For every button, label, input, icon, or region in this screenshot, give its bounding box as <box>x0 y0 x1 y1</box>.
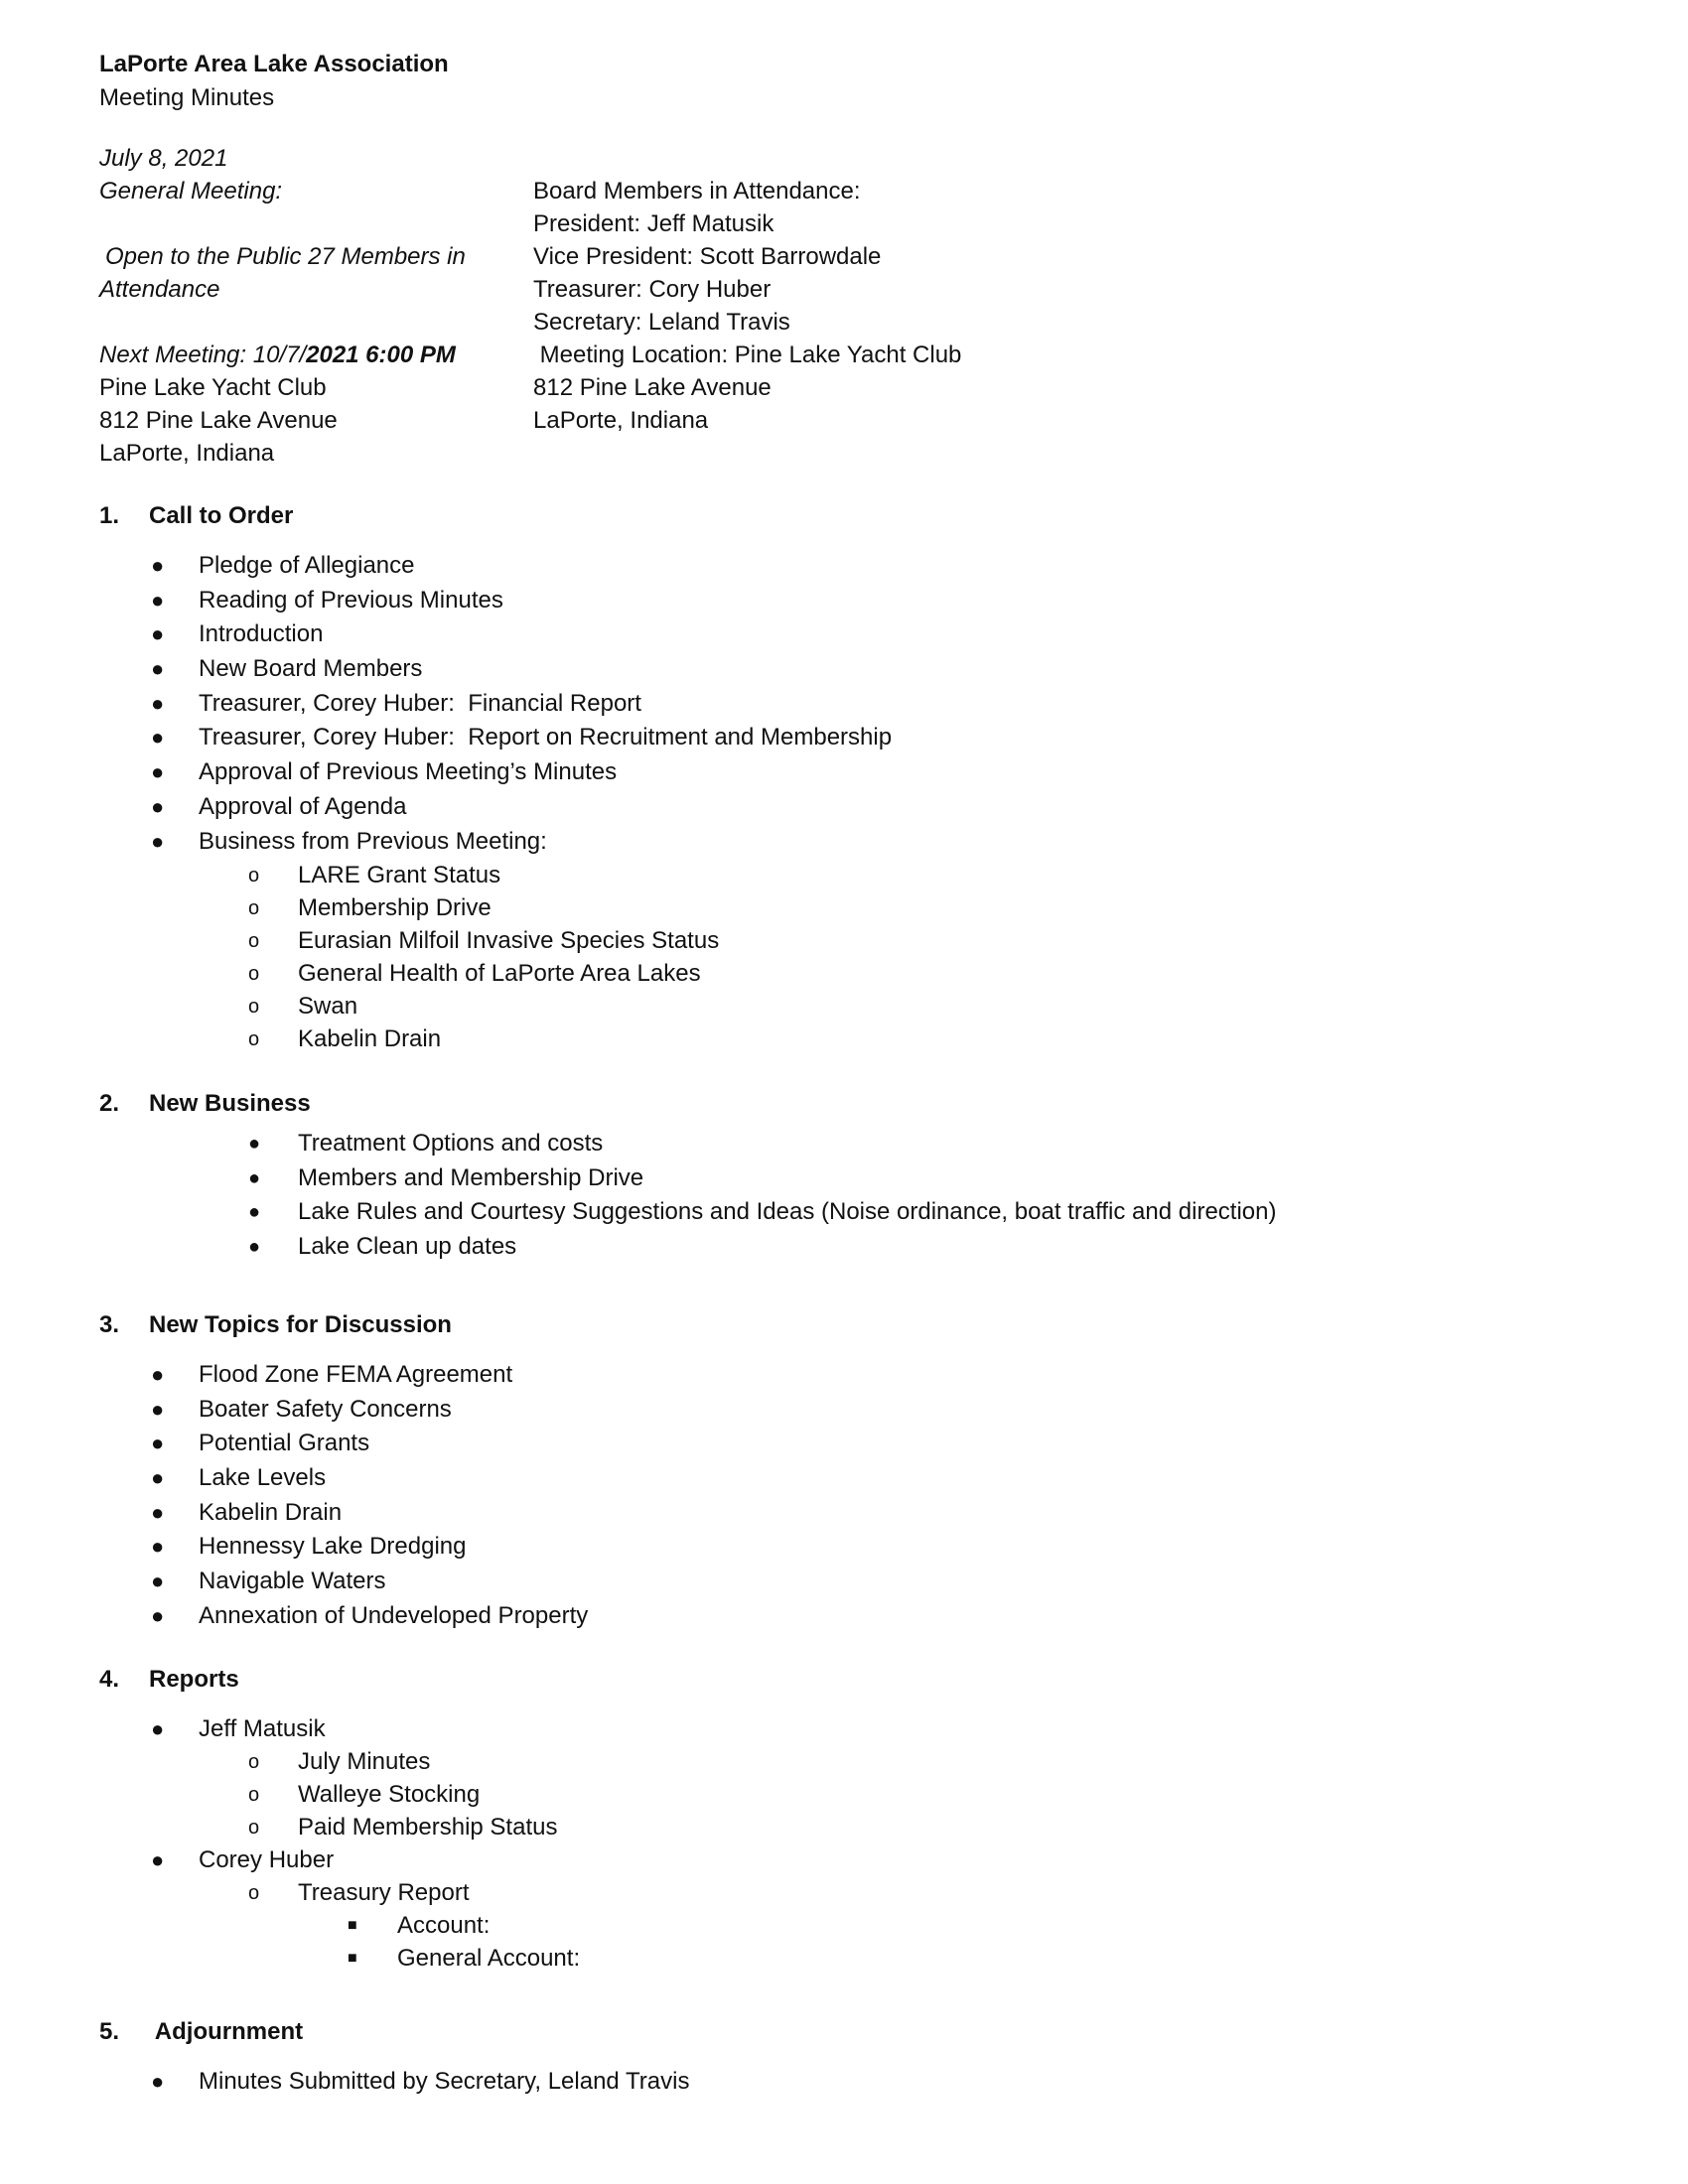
bullet-list <box>99 1712 580 1975</box>
list-item-text: Boater Safety Concerns <box>199 1395 452 1423</box>
location-address: 812 Pine Lake Avenue <box>533 374 772 401</box>
section-heading <box>99 1308 588 1342</box>
sub-list-item <box>99 924 892 957</box>
bullet-icon: ● <box>151 621 165 647</box>
next-meeting-time: 2021 6:00 PM <box>306 341 456 368</box>
list-item <box>99 825 892 860</box>
list-item-text: Lake Rules and Courtesy Suggestions and Ideas (Noise ordinance, boat traffic and direction) <box>298 1198 1277 1226</box>
circle-bullet-icon: o <box>248 865 260 887</box>
board-members-column <box>533 175 1129 437</box>
attendance-line-1: Open to the Public 27 Members in <box>105 243 466 270</box>
section-heading <box>99 2015 689 2049</box>
list-item-text: Kabelin Drain <box>298 1025 442 1053</box>
bullet-icon: ● <box>151 725 165 751</box>
list-item-text: Treasury Report <box>298 1879 470 1906</box>
section-number: 3. <box>99 1311 120 1338</box>
board-heading: Board Members in Attendance: <box>533 178 861 205</box>
next-meeting-label: Next Meeting: 10/7/ <box>99 341 307 368</box>
board-treasurer: Treasurer: Cory Huber <box>533 276 772 303</box>
bullet-icon: ● <box>151 690 165 716</box>
sub-list-item <box>99 859 892 891</box>
bullet-icon: ● <box>151 1396 165 1422</box>
meeting-type: General Meeting: <box>99 178 283 205</box>
section-heading <box>99 1663 580 1697</box>
circle-bullet-icon: o <box>248 1882 260 1904</box>
square-bullet-icon: ■ <box>348 1950 357 1967</box>
bullet-icon: ● <box>151 1602 165 1628</box>
list-item-text: Lake Clean up dates <box>298 1233 517 1261</box>
bullet-icon: ● <box>151 656 165 682</box>
bullet-icon: ● <box>248 1133 261 1155</box>
list-item-text: Lake Levels <box>199 1464 327 1492</box>
list-item <box>99 1530 588 1565</box>
list-item <box>99 549 892 584</box>
bullet-icon: ● <box>151 828 165 854</box>
list-item-text: Approval of Previous Meeting’s Minutes <box>199 758 618 786</box>
section-title: New Topics for Discussion <box>149 1311 452 1338</box>
meeting-info-column <box>99 175 506 470</box>
section-number: 4. <box>99 1666 120 1693</box>
bullet-icon: ● <box>151 759 165 785</box>
circle-bullet-icon: o <box>248 1028 260 1051</box>
bullet-icon: ● <box>151 793 165 819</box>
list-item-text: Jeff Matusik <box>199 1715 326 1742</box>
section-call-to-order <box>99 499 892 1055</box>
attendance-line-2: Attendance <box>99 276 220 303</box>
list-item-text: Pledge of Allegiance <box>199 552 415 579</box>
list-item-text: LARE Grant Status <box>298 862 501 889</box>
board-secretary: Secretary: Leland Travis <box>533 309 790 336</box>
square-bullet-icon: ■ <box>348 1917 357 1934</box>
section-number: 5. <box>99 2018 120 2045</box>
list-item <box>99 1427 588 1461</box>
bullet-icon: ● <box>151 1569 165 1594</box>
list-item <box>99 1127 1276 1161</box>
list-item <box>99 1496 588 1531</box>
list-item-text: Navigable Waters <box>199 1568 386 1595</box>
bullet-icon: ● <box>248 1201 261 1224</box>
list-item-text: Potential Grants <box>199 1430 370 1457</box>
spacer <box>99 306 506 339</box>
list-item-text: Introduction <box>199 620 324 648</box>
list-item <box>99 721 892 755</box>
sub-list-item <box>99 1778 580 1811</box>
sub-list-item <box>99 1811 580 1843</box>
list-item-text: Account: <box>397 1912 491 1939</box>
list-item-text: Treasurer, Corey Huber: Report on Recruitment and Membership <box>199 724 893 751</box>
list-item <box>99 1712 580 1745</box>
list-item <box>99 1161 1276 1196</box>
bullet-icon: ● <box>151 1847 165 1872</box>
list-item-text: Paid Membership Status <box>298 1814 558 1841</box>
venue-city: LaPorte, Indiana <box>99 440 275 467</box>
bullet-icon: ● <box>151 2069 165 2094</box>
spacer <box>99 207 506 240</box>
meeting-date: July 8, 2021 <box>99 145 228 172</box>
list-item-text: Members and Membership Drive <box>298 1163 644 1191</box>
section-number: 1. <box>99 502 120 529</box>
list-item-text: Hennessy Lake Dredging <box>199 1533 467 1561</box>
bullet-icon: ● <box>151 1499 165 1525</box>
sub-sub-list-item <box>99 1942 580 1975</box>
list-item-text: Membership Drive <box>298 894 492 922</box>
circle-bullet-icon: o <box>248 930 260 953</box>
list-item-text: New Board Members <box>199 655 423 683</box>
list-item <box>99 790 892 825</box>
bullet-list <box>99 1358 588 1634</box>
list-item-text: Swan <box>298 993 358 1021</box>
list-item <box>99 584 892 618</box>
circle-bullet-icon: o <box>248 963 260 986</box>
bullet-list <box>99 549 892 1055</box>
list-item-text: Annexation of Undeveloped Property <box>199 1601 589 1629</box>
bullet-icon: ● <box>151 553 165 578</box>
document-type: Meeting Minutes <box>99 84 275 111</box>
circle-bullet-icon: o <box>248 1784 260 1806</box>
list-item <box>99 1358 588 1393</box>
section-new-business <box>99 1087 1276 1265</box>
list-item <box>99 1599 588 1634</box>
bullet-icon: ● <box>151 1362 165 1387</box>
bullet-list <box>99 1127 1276 1265</box>
location-city: LaPorte, Indiana <box>533 407 709 434</box>
list-item <box>99 755 892 790</box>
section-adjournment <box>99 2015 689 2100</box>
circle-bullet-icon: o <box>248 897 260 920</box>
list-item <box>99 2065 689 2100</box>
sub-list-item <box>99 957 892 990</box>
board-president: President: Jeff Matusik <box>533 210 774 237</box>
bullet-icon: ● <box>151 1431 165 1456</box>
list-item <box>99 1230 1276 1265</box>
list-item <box>99 1195 1276 1230</box>
list-item-text: Treatment Options and costs <box>298 1130 604 1157</box>
sub-sub-list-item <box>99 1909 580 1942</box>
list-item <box>99 1393 588 1428</box>
list-item <box>99 1843 580 1876</box>
list-item-text: Reading of Previous Minutes <box>199 586 503 614</box>
list-item-text: July Minutes <box>298 1748 431 1775</box>
section-title: Adjournment <box>149 2018 304 2045</box>
sub-list-item <box>99 891 892 924</box>
circle-bullet-icon: o <box>248 996 260 1019</box>
list-item-text: Walleye Stocking <box>298 1781 481 1808</box>
list-item <box>99 617 892 652</box>
section-heading <box>99 1087 1276 1121</box>
list-item <box>99 687 892 722</box>
list-item-text: Kabelin Drain <box>199 1498 343 1526</box>
list-item-text: General Account: <box>397 1945 581 1972</box>
organization-name: LaPorte Area Lake Association <box>99 51 449 77</box>
list-item <box>99 1461 588 1496</box>
circle-bullet-icon: o <box>248 1751 260 1773</box>
sub-list-item <box>99 1876 580 1909</box>
circle-bullet-icon: o <box>248 1817 260 1839</box>
list-item-text: Treasurer, Corey Huber: Financial Report <box>199 689 641 717</box>
venue-name: Pine Lake Yacht Club <box>99 374 327 401</box>
list-item-text: General Health of LaPorte Area Lakes <box>298 960 701 988</box>
section-reports <box>99 1663 580 1975</box>
bullet-list <box>99 2065 689 2100</box>
next-meeting <box>99 339 506 371</box>
bullet-icon: ● <box>248 1166 261 1189</box>
section-title: Reports <box>149 1666 239 1693</box>
sub-list-item <box>99 990 892 1023</box>
list-item <box>99 652 892 687</box>
section-heading <box>99 499 892 533</box>
list-item-text: Approval of Agenda <box>199 792 407 820</box>
section-title: New Business <box>149 1090 311 1117</box>
board-vice-president: Vice President: Scott Barrowdale <box>533 243 882 270</box>
list-item-text: Flood Zone FEMA Agreement <box>199 1361 513 1388</box>
section-new-topics <box>99 1308 588 1634</box>
list-item-text: Corey Huber <box>199 1846 335 1873</box>
section-number: 2. <box>99 1090 120 1117</box>
list-item-text: Business from Previous Meeting: <box>199 827 547 855</box>
bullet-icon: ● <box>248 1236 261 1259</box>
venue-address: 812 Pine Lake Avenue <box>99 407 338 434</box>
list-item-text: Minutes Submitted by Secretary, Leland Travis <box>199 2068 690 2095</box>
meeting-location: Meeting Location: Pine Lake Yacht Club <box>533 341 962 368</box>
sub-list-item <box>99 1745 580 1778</box>
sub-list-item <box>99 1023 892 1055</box>
list-item <box>99 1565 588 1599</box>
bullet-icon: ● <box>151 1465 165 1491</box>
bullet-icon: ● <box>151 587 165 613</box>
bullet-icon: ● <box>151 1534 165 1560</box>
section-title: Call to Order <box>149 502 294 529</box>
list-item-text: Eurasian Milfoil Invasive Species Status <box>298 927 720 955</box>
bullet-icon: ● <box>151 1716 165 1741</box>
